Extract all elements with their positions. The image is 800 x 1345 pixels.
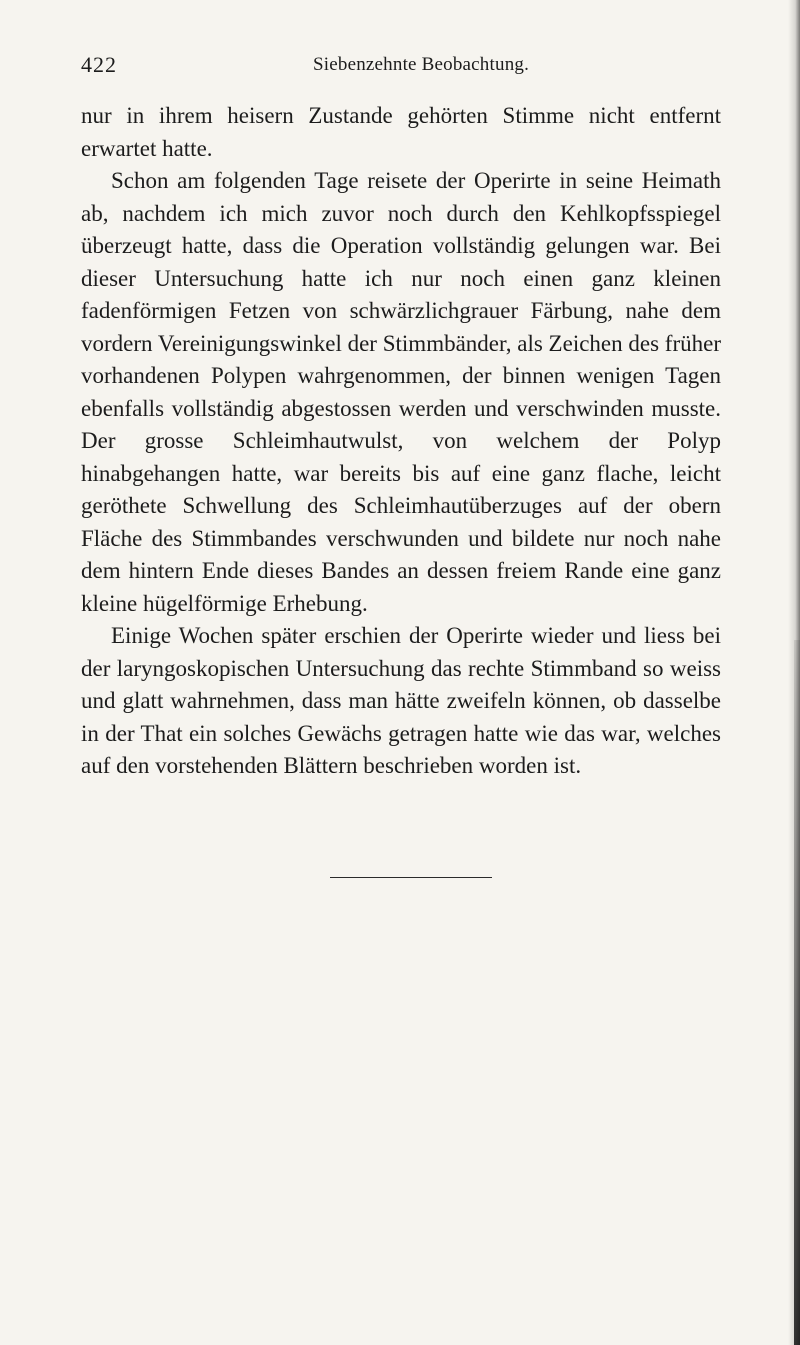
body-text <box>81 100 721 783</box>
paragraph-3: Einige Wochen später erschien der Operirte wieder und liess bei der laryngoskopischen Untersuchung das rechte Stimmband so weiss und glatt wahrnehmen, dass man hätte zweifeln können, ob dasselbe in der That ein solches Gewächs getragen hatte wie das war, welches auf den vorstehenden Blättern beschrieben worden ist. <box>81 623 721 778</box>
page-header <box>81 50 721 82</box>
running-title: Siebenzehnte Beobachtung. <box>313 54 530 75</box>
paragraph-1: nur in ihrem heisern Zustande gehörten Stimme nicht entfernt erwartet hatte. <box>81 103 721 161</box>
section-end-rule <box>330 877 492 878</box>
page-edge-binding <box>794 640 800 1345</box>
paragraph-2: Schon am folgenden Tage reisete der Operirte in seine Heimath ab, nachdem ich mich zuvor noch durch den Kehlkopfsspiegel überzeugt hatte, dass die Operation vollständig gelungen war. Bei dieser Untersuchung hatte ich nur noch einen ganz kleinen fadenförmigen Fetzen von schwärzlichgrauer Färbung, nahe dem vordern Vereinigungswinkel der Stimmbänder, als Zeichen des früher vorhandenen Polypen wahrgenommen, der binnen wenigen Tagen ebenfalls vollständig abgestossen werden und verschwinden musste. Der grosse Schleimhautwulst, von welchem der Polyp hinabgehangen hatte, war bereits bis auf eine ganz flache, leicht geröthete Schwellung des Schleimhautüberzuges auf der obern Fläche des Stimmbandes verschwunden und bildete nur noch nahe dem hintern Ende dieses Bandes an dessen freiem Rande eine ganz kleine hügelförmige Erhebung. <box>81 168 721 616</box>
page-number: 422 <box>81 52 117 77</box>
